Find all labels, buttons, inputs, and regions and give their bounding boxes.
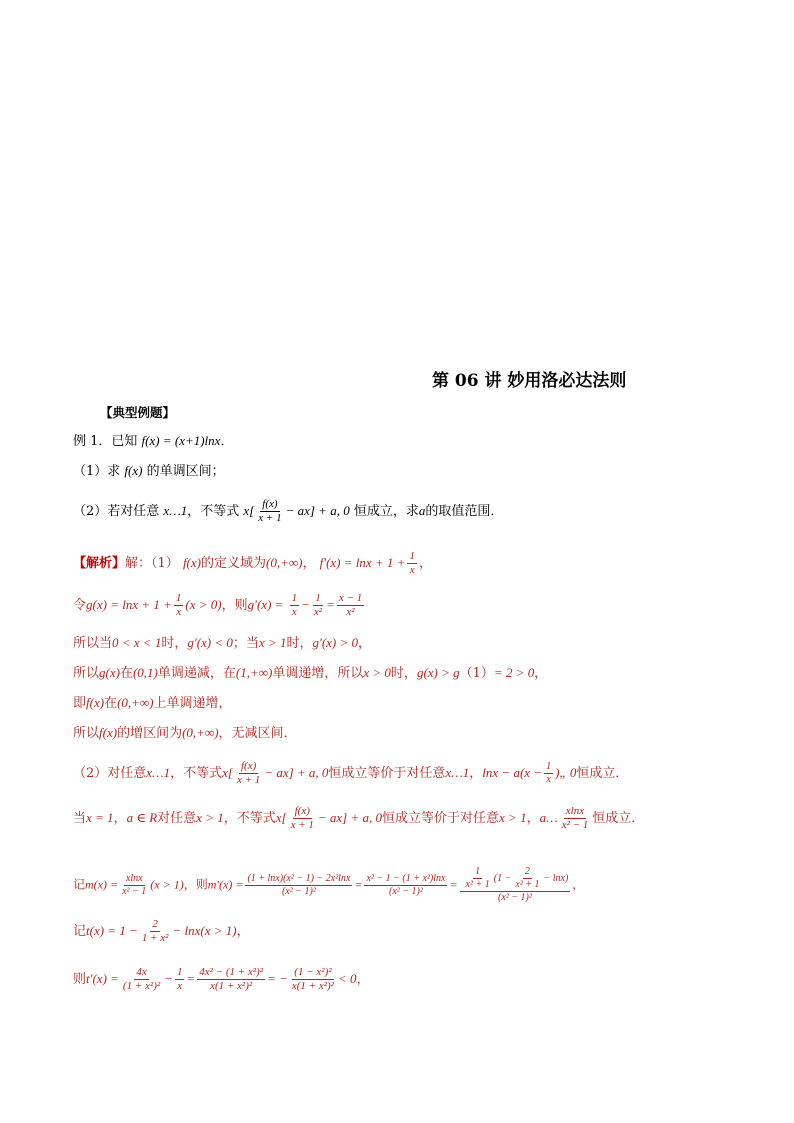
solution-line-11: 则t′(x) = $\frac{4x}{\text{(1 + x²)²}}$ − $\frac{1}{x}$ = $\frac{\text{4x² − (1 + x²)²}}{\text{x(1 + x²)²}}$ = − $\frac{\text{(1 − x²)²}}{\text{x(1 + x²)²}}$ < 0， bbox=[73, 966, 370, 992]
solution-line-5: 即f(x)在(0,+∞)上单调递增， bbox=[73, 695, 232, 711]
question-1: （1）求 f(x) 的单调区间； bbox=[73, 463, 225, 479]
page-title: 第 06 讲 妙用洛必达法则 bbox=[432, 371, 627, 391]
solution-line-1: 【解析】解：（1） f(x)的定义域为(0,+∞)， f′(x) = lnx + 1 + $\frac{1}{x}$ ， bbox=[73, 550, 432, 576]
solution-line-8: 当x = 1，a ∈ R对任意x > 1，不等式x[ $\frac{f(x)}{x + 1}$ − ax] + a, 0恒成立等价于对任意x > 1，a… $\frac{xlnx}{\text{x² − 1}}$ 恒成立． bbox=[73, 805, 645, 831]
solution-line-3: 所以当0 < x < 1时，g′(x) < 0；当x > 1时，g′(x) > 0， bbox=[73, 635, 372, 651]
question-2: （2）若对任意 x…1，不等式 x[ $\frac{f(x)}{x + 1}$ − ax] + a, 0 恒成立，求a的取值范围． bbox=[73, 498, 504, 524]
solution-line-6: 所以f(x)的增区间为(0,+∞)，无减区间． bbox=[73, 725, 297, 741]
section-heading: 【典型例题】 bbox=[100, 405, 176, 420]
example-intro: 例 1．已知 f(x) = (x+1)lnx． bbox=[73, 433, 234, 449]
solution-line-7: （2）对任意x…1，不等式x[ $\frac{f(x)}{x + 1}$ − ax] + a, 0恒成立等价于对任意x…1，lnx − a(x − $\frac{1}{x}$ )„ 0恒成立． bbox=[73, 760, 629, 786]
solution-line-10: 记t(x) = 1 − $\frac{2}{\text{1 + x²}}$ − lnx(x > 1)， bbox=[73, 918, 250, 944]
solution-line-4: 所以g(x)在(0,1)单调递减，在(1,+∞)单调递增，所以x > 0时，g(x) > g（1）= 2 > 0， bbox=[73, 665, 548, 681]
solution-line-2: 令g(x) = lnx + 1 + $\frac{1}{x}$ (x > 0)，则g′(x) = $\frac{1}{x}$ − $\frac{1}{\text{x²}}$ = $\frac{x - 1}{\text{x²}}$ bbox=[73, 592, 363, 618]
solution-line-9: 记m(x) = $\frac{xlnx}{\text{x² − 1}}$ (x > 1)，则m′(x) = $\frac{\text{(1 + lnx)(x² − 1) − 2x²lnx}}{\text{(x² − 1)²}}$ = $\frac{\text{x² − 1 − (1 + x²)lnx}}{\text{(x² − 1)²}}$ = $\frac{1}{\text{x² + 1}}$ (1 − $\frac{2}{\text{x² + 1}}$ − lnx) (x² − 1)² ， bbox=[73, 866, 585, 903]
